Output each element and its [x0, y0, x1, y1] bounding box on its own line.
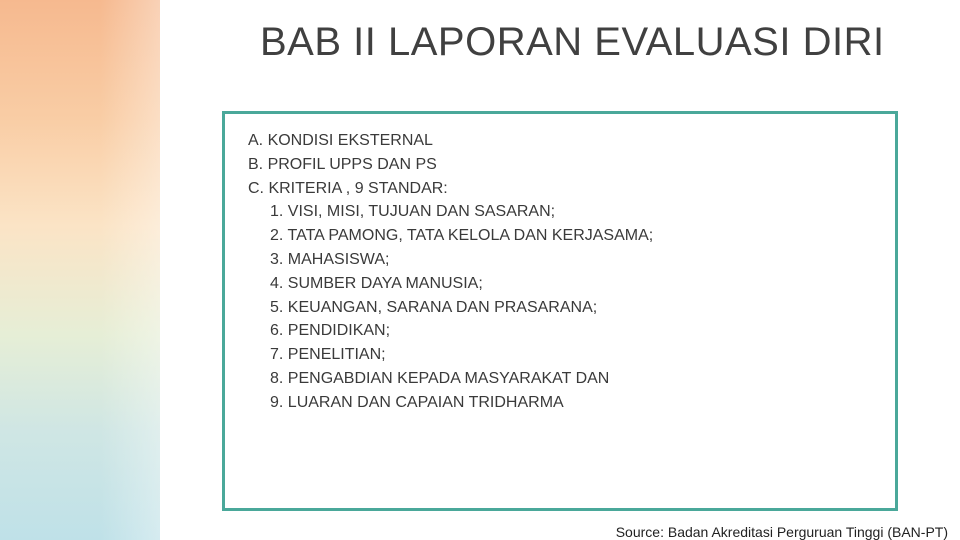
- list-item-kondisi-eksternal: A. KONDISI EKSTERNAL: [248, 132, 433, 149]
- outline-list: [248, 129, 868, 415]
- standard-item: 8. PENGABDIAN KEPADA MASYARAKAT DAN: [270, 369, 610, 387]
- standard-item: 6. PENDIDIKAN;: [270, 322, 391, 340]
- standard-item: 3. MAHASISWA;: [270, 250, 390, 268]
- standard-item: 1. VISI, MISI, TUJUAN DAN SASARAN;: [270, 203, 556, 221]
- list-item-profil-upps: B. PROFIL UPPS DAN PS: [248, 155, 437, 173]
- standard-item: 5. KEUANGAN, SARANA DAN PRASARANA;: [270, 298, 598, 316]
- source-citation: Source: Badan Akreditasi Perguruan Tinggi (BAN-PT): [615, 524, 948, 540]
- slide-title: BAB II LAPORAN EVALUASI DIRI: [260, 20, 885, 64]
- decorative-gradient-band: [0, 0, 160, 540]
- list-item-kriteria: C. KRITERIA , 9 STANDAR:: [248, 179, 448, 197]
- standard-item: 2. TATA PAMONG, TATA KELOLA DAN KERJASAMA;: [270, 227, 654, 245]
- standard-item: 9. LUARAN DAN CAPAIAN TRIDHARMA: [270, 393, 564, 411]
- standard-item: 4. SUMBER DAYA MANUSIA;: [270, 274, 483, 292]
- standard-item: 7. PENELITIAN;: [270, 346, 386, 364]
